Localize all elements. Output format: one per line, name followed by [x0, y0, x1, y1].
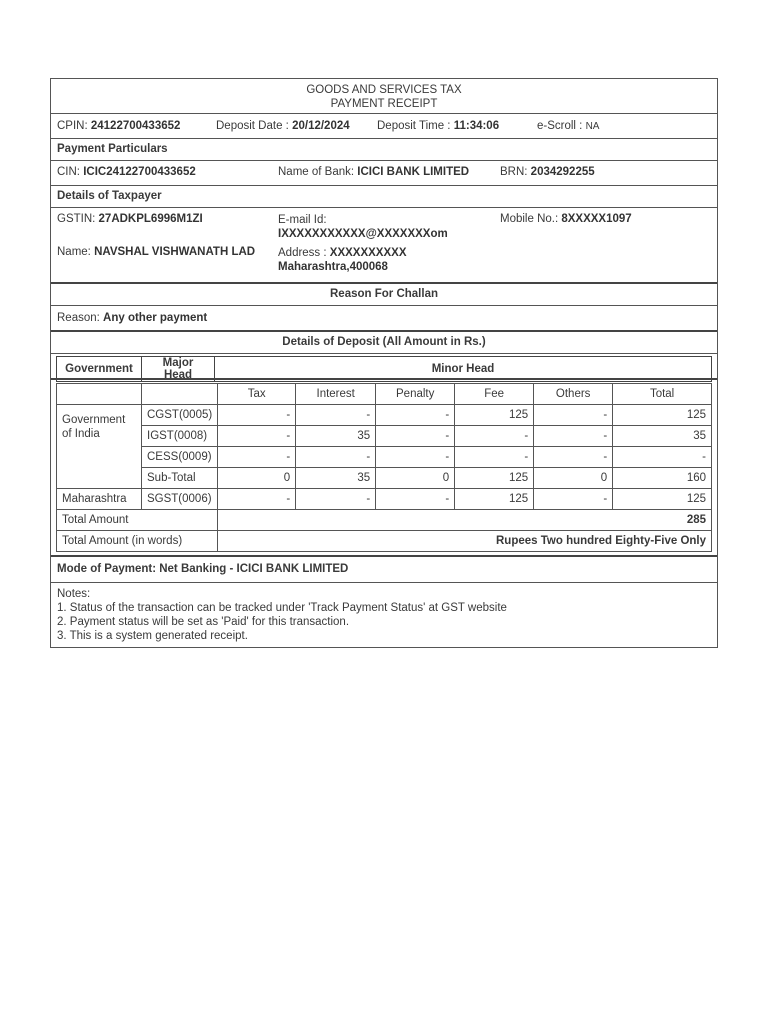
notes-title: Notes: [57, 588, 91, 600]
payment-receipt [50, 78, 718, 648]
maharashtra: Maharashtra [57, 489, 142, 510]
payment-particulars-heading: Payment Particulars [51, 139, 717, 161]
total-row [57, 510, 712, 531]
cell: - [376, 426, 455, 447]
cin: CIN: ICIC24122700433652 [57, 166, 196, 178]
major-head: CGST(0005) [142, 405, 218, 426]
cell: - [296, 405, 376, 426]
cell: 0 [218, 468, 296, 489]
mode-of-payment-row [51, 557, 717, 583]
cell: - [534, 447, 613, 468]
col-fee: Fee [455, 384, 534, 405]
mode-of-payment: Mode of Payment: Net Banking - ICICI BANK LIMITED [57, 563, 349, 575]
total-amount: 285 [218, 510, 712, 531]
major-head-header: Major Head [142, 357, 215, 382]
cell: 125 [613, 405, 712, 426]
cell: - [613, 447, 712, 468]
deposit-info-row [51, 114, 717, 139]
subtotal-row [57, 468, 712, 489]
notes [51, 583, 717, 647]
title-line-1: GOODS AND SERVICES TAX [306, 84, 462, 96]
major-head: SGST(0006) [142, 489, 218, 510]
col-total: Total [613, 384, 712, 405]
cell: 35 [613, 426, 712, 447]
cpin: CPIN: 24122700433652 [57, 120, 181, 132]
email: E-mail Id: IXXXXXXXXXXX@XXXXXXXom [278, 214, 448, 240]
deposit-table [56, 383, 712, 552]
note-line: 1. Status of the transaction can be tracked under 'Track Payment Status' at GST website [57, 602, 507, 614]
cell: 35 [296, 468, 376, 489]
cell: - [376, 489, 455, 510]
note-line: 3. This is a system generated receipt. [57, 630, 248, 642]
cell: - [218, 405, 296, 426]
e-scroll: e-Scroll : NA [537, 120, 600, 132]
cell: - [534, 489, 613, 510]
government-header: Government [57, 357, 142, 382]
cell: - [218, 489, 296, 510]
cell: 125 [455, 489, 534, 510]
cell: - [534, 405, 613, 426]
brn: BRN: 2034292255 [500, 166, 595, 178]
cell: - [296, 489, 376, 510]
table-row [57, 489, 712, 510]
cell: 0 [534, 468, 613, 489]
taxpayer-name: Name: NAVSHAL VISHWANATH LAD [57, 246, 256, 258]
cell: - [218, 426, 296, 447]
cell: - [376, 447, 455, 468]
col-penalty: Penalty [376, 384, 455, 405]
minor-head-header: Minor Head [215, 357, 712, 382]
gstin: GSTIN: 27ADKPL6996M1ZI [57, 213, 203, 225]
reason: Reason: Any other payment [57, 312, 208, 324]
receipt-title [51, 79, 717, 114]
cell: - [534, 426, 613, 447]
cell: 35 [296, 426, 376, 447]
reason-row [51, 306, 717, 332]
cell: - [455, 426, 534, 447]
cell: 160 [613, 468, 712, 489]
table-row [57, 447, 712, 468]
deposit-header-table [56, 356, 712, 382]
deposit-date: Deposit Date : 20/12/2024 [216, 120, 350, 132]
table-row [57, 405, 712, 426]
words-row [57, 531, 712, 552]
cell: 125 [455, 468, 534, 489]
cell: - [218, 447, 296, 468]
cell: 125 [613, 489, 712, 510]
table-row [57, 426, 712, 447]
taxpayer-details [51, 208, 717, 284]
deposit-heading: Details of Deposit (All Amount in Rs.) [51, 332, 717, 354]
taxpayer-heading: Details of Taxpayer [51, 186, 717, 208]
government-of-india: Government of India [57, 405, 142, 489]
major-head: IGST(0008) [142, 426, 218, 447]
total-words: Rupees Two hundred Eighty-Five Only [218, 531, 712, 552]
cell: 125 [455, 405, 534, 426]
col-interest: Interest [296, 384, 376, 405]
deposit-time: Deposit Time : 11:34:06 [377, 120, 500, 132]
cell: 0 [376, 468, 455, 489]
deposit-table-row [51, 380, 717, 557]
cell: - [455, 447, 534, 468]
total-words-label: Total Amount (in words) [57, 531, 218, 552]
address: Address : XXXXXXXXXX Maharashtra,400068 [278, 247, 407, 273]
total-amount-label: Total Amount [57, 510, 218, 531]
major-head: Sub-Total [142, 468, 218, 489]
reason-heading: Reason For Challan [51, 284, 717, 306]
col-tax: Tax [218, 384, 296, 405]
note-line: 2. Payment status will be set as 'Paid' for this transaction. [57, 616, 350, 628]
cell: - [296, 447, 376, 468]
deposit-header-row [51, 354, 717, 380]
mobile: Mobile No.: 8XXXXX1097 [500, 213, 632, 225]
bank-name: Name of Bank: ICICI BANK LIMITED [278, 166, 470, 178]
major-head: CESS(0009) [142, 447, 218, 468]
col-others: Others [534, 384, 613, 405]
title-line-2: PAYMENT RECEIPT [330, 98, 438, 110]
cell: - [376, 405, 455, 426]
payment-particulars-row [51, 161, 717, 186]
